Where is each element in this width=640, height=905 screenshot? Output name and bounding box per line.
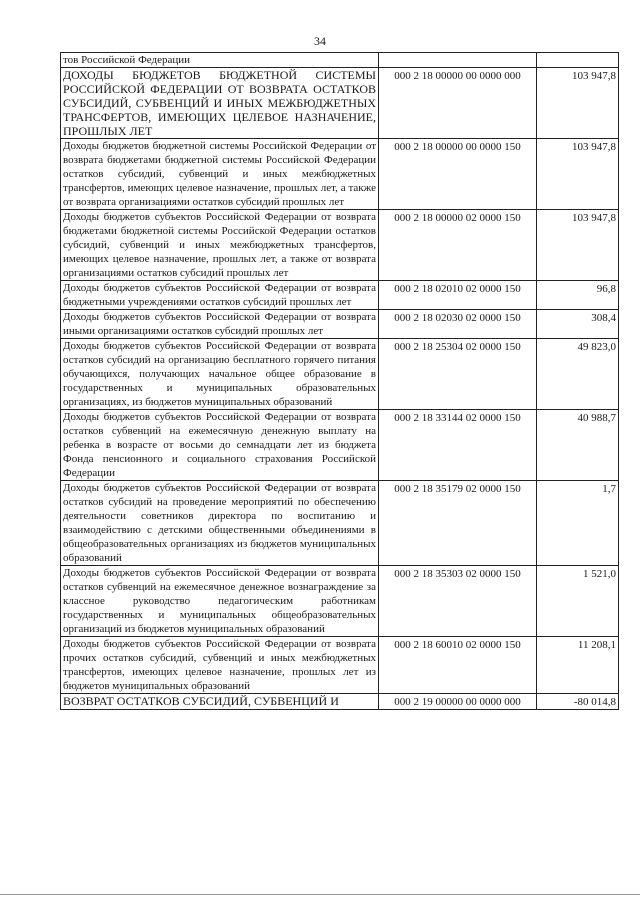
row-budget-code: 000 2 18 00000 00 0000 150: [379, 139, 537, 210]
row-amount: 40 988,7: [537, 410, 619, 481]
row-spacer: [619, 210, 640, 281]
row-budget-code: [379, 53, 537, 68]
row-spacer: [619, 281, 640, 310]
row-spacer: [619, 53, 640, 68]
row-description: Доходы бюджетов субъектов Российской Федерации от возврата остатков субсидий на проведение мероприятий по обеспечению деятельности советников директора по воспитанию и взаимодействию с детскими общественными объединениями в общеобразовательных организациях из бюджетов муниципальных образований: [61, 481, 379, 566]
page-bottom-rule: [0, 894, 640, 895]
row-description: Доходы бюджетов субъектов Российской Федерации от возврата бюджетными учреждениями остатков субсидий прошлых лет: [61, 281, 379, 310]
row-amount: 49 823,0: [537, 339, 619, 410]
row-description: Доходы бюджетов субъектов Российской Федерации от возврата иными организациями остатков субсидий прошлых лет: [61, 310, 379, 339]
table-row: [61, 53, 640, 68]
table-row: [61, 68, 640, 139]
row-spacer: [619, 339, 640, 410]
row-spacer: [619, 410, 640, 481]
table-row: [61, 410, 640, 481]
table-row: [61, 566, 640, 637]
row-budget-code: 000 2 18 00000 00 0000 000: [379, 68, 537, 139]
row-description: тов Российской Федерации: [61, 53, 379, 68]
revenue-table: [60, 52, 640, 710]
row-amount: 103 947,8: [537, 139, 619, 210]
row-budget-code: 000 2 18 25304 02 0000 150: [379, 339, 537, 410]
table-row: [61, 694, 640, 710]
row-spacer: [619, 310, 640, 339]
row-amount: 308,4: [537, 310, 619, 339]
row-amount: 1 521,0: [537, 566, 619, 637]
row-budget-code: 000 2 18 00000 02 0000 150: [379, 210, 537, 281]
row-amount: [537, 53, 619, 68]
row-budget-code: 000 2 18 35303 02 0000 150: [379, 566, 537, 637]
table-row: [61, 637, 640, 694]
row-spacer: [619, 694, 640, 710]
table-row: [61, 139, 640, 210]
row-amount: 103 947,8: [537, 210, 619, 281]
table-row: [61, 310, 640, 339]
page-number: 34: [314, 34, 326, 48]
row-amount: 1,7: [537, 481, 619, 566]
row-spacer: [619, 68, 640, 139]
row-budget-code: 000 2 18 33144 02 0000 150: [379, 410, 537, 481]
row-description: Доходы бюджетов субъектов Российской Федерации от возврата остатков субсидий на организацию бесплатного горячего питания обучающихся, получающих начальное общее образование в государственных и муниципальных образовательных организациях, из бюджетов муниципальных образований: [61, 339, 379, 410]
row-amount: 96,8: [537, 281, 619, 310]
row-spacer: [619, 139, 640, 210]
row-budget-code: 000 2 18 02030 02 0000 150: [379, 310, 537, 339]
row-amount: 103 947,8: [537, 68, 619, 139]
row-amount: 11 208,1: [537, 637, 619, 694]
row-description: Доходы бюджетов субъектов Российской Федерации от возврата бюджетами бюджетной системы Российской Федерации остатков субсидий, субвенций и иных межбюджетных трансфертов, имеющих целевое назначение, прошлых лет, а также от возврата организациями остатков субсидий прошлых лет: [61, 210, 379, 281]
row-spacer: [619, 637, 640, 694]
table-row: [61, 339, 640, 410]
table-row: [61, 281, 640, 310]
row-budget-code: 000 2 18 35179 02 0000 150: [379, 481, 537, 566]
row-description: Доходы бюджетов субъектов Российской Федерации от возврата остатков субвенций на ежемесячную денежную выплату на ребенка в возрасте от восьми до семнадцати лет из бюджета Фонда пенсионного и социального страхования Российской Федерации: [61, 410, 379, 481]
row-spacer: [619, 481, 640, 566]
row-description: Доходы бюджетов субъектов Российской Федерации от возврата прочих остатков субсидий, субвенций и иных межбюджетных трансфертов, имеющих целевое назначение, прошлых лет из бюджетов муниципальных образований: [61, 637, 379, 694]
row-budget-code: 000 2 18 02010 02 0000 150: [379, 281, 537, 310]
row-description: ДОХОДЫ БЮДЖЕТОВ БЮДЖЕТНОЙ СИСТЕМЫ РОССИЙСКОЙ ФЕДЕРАЦИИ ОТ ВОЗВРАТА ОСТАТКОВ СУБСИДИЙ, СУБВЕНЦИЙ И ИНЫХ МЕЖБЮДЖЕТНЫХ ТРАНСФЕРТОВ, ИМЕЮЩИХ ЦЕЛЕВОЕ НАЗНАЧЕНИЕ, ПРОШЛЫХ ЛЕТ: [61, 68, 379, 139]
row-description: ВОЗВРАТ ОСТАТКОВ СУБСИДИЙ, СУБВЕНЦИЙ И: [61, 694, 379, 710]
row-description: Доходы бюджетов бюджетной системы Российской Федерации от возврата бюджетами бюджетной системы Российской Федерации остатков субсидий, субвенций и иных межбюджетных трансфертов, имеющих целевое назначение, прошлых лет, а также от возврата организациями остатков субсидий прошлых лет: [61, 139, 379, 210]
row-budget-code: 000 2 19 00000 00 0000 000: [379, 694, 537, 710]
row-budget-code: 000 2 18 60010 02 0000 150: [379, 637, 537, 694]
table-row: [61, 481, 640, 566]
row-description: Доходы бюджетов субъектов Российской Федерации от возврата остатков субвенций на ежемесячное денежное вознаграждение за классное руководство педагогическим работникам государственных и муниципальных общеобразовательных организаций из бюджетов муниципальных образований: [61, 566, 379, 637]
row-amount: -80 014,8: [537, 694, 619, 710]
table-row: [61, 210, 640, 281]
row-spacer: [619, 566, 640, 637]
